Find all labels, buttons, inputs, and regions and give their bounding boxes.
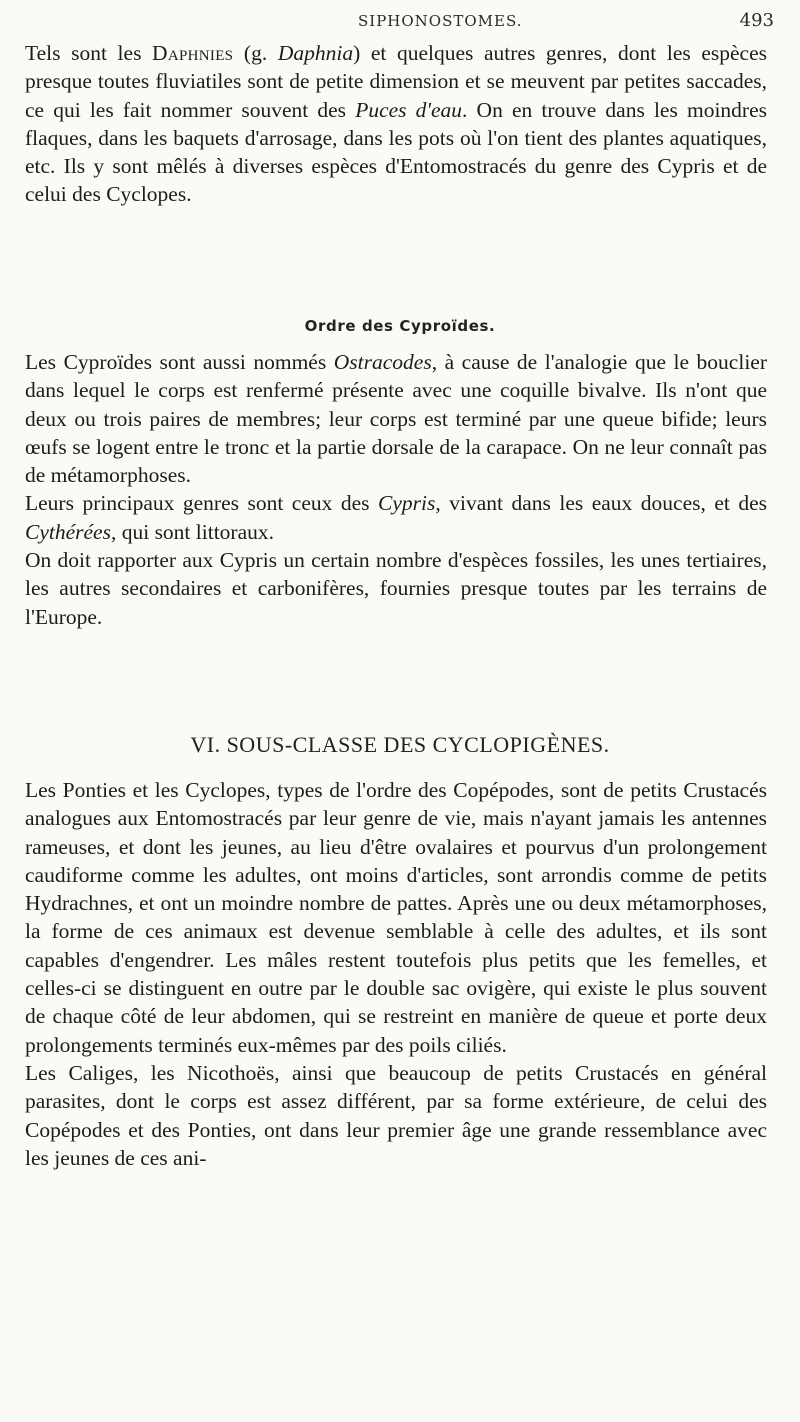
page-number: 493 [739,10,774,31]
cypris-term: Cypris [378,491,436,516]
page-header [0,6,800,36]
para1-rest: . On en trouve dans les moindres flaques, dans les baquets d'arrosage, dans les pots où l'on tient des plantes aquatiques, etc. Ils y sont mêlés à diverses espèces d'Entomostracés du genre des Cypris et de celui des Cyclopes. [25,97,767,207]
cytherees-term: Cythérées [25,519,111,544]
para3-lead: Leurs principaux genres sont ceux des [25,491,379,516]
paragraph-ponties: Les Ponties et les Cyclopes, types de l'ordre des Copépodes, sont de petits Crustacés analogues aux Entomostracés par leur genre de vie, mais n'ayant jamais les antennes rameuses, et dont les jeunes, au lieu d'être ovalaires et pourvus d'un prolongement caudiforme comme les adultes, ont moins d'articles, sont arrondis comme de petits Hydrachnes, et ont un moindre nombre de pattes. Après une ou deux métamorphoses, la forme de ces animaux est devenue semblable à celle des adultes, et ils sont capables d'engendrer. Les mâles restent toutefois plus petits que les femelles, et celles-ci se distinguent en outre par le double sac ovigère, qui existe le plus souvent de chaque côté de leur abdomen, qui se restreint en manière de queue et porte deux prolongements terminés eux-mêmes par des poils ciliés. [25,778,767,1057]
section-heading: VI. SOUS-CLASSE DES CYCLOPIGÈNES. [190,732,610,757]
paragraph-cyproides [25,348,767,489]
para3-rest: , qui sont littoraux. [110,519,275,544]
cyproides-section [25,348,767,631]
running-title: SIPHONOSTOMES. [358,12,523,30]
order-heading: Ordre des Cyproïdes. [304,317,496,335]
cyclopigenes-section [25,776,767,1172]
paragraph-fossiles: On doit rapporter aux Cypris un certain nombre d'espèces fossiles, les unes tertiaires, les autres secondaires et carbonifères, fournies presque toutes par les terrains de l'Europe. [25,548,767,629]
daphnia-term: Daphnia [277,41,354,65]
paragraph-genres [25,489,767,546]
para3-mid: , vivant dans les eaux douces, et des [435,491,768,516]
para2-rest: , à cause de l'analogie que le bouclier dans lequel le corps est renfermé présente avec une coquille bivalve. Ils n'ont que deux ou trois paires de membres; leur corps est terminé par une queue bifide; leurs œufs se logent entre le tronc et la partie dorsale de la carapace. On ne leur connaît pas de métamorphoses. [25,350,767,488]
daphnies-term: Daphnies [152,41,234,65]
para2-lead: Les Cyproïdes sont aussi nommés [25,350,334,374]
paragraph-caliges: Les Caliges, les Nicothoës, ainsi que beaucoup de petits Crustacés en général parasites, dont le corps est assez différent, par sa forme extérieure, de celui des Copépodes et des Ponties, ont dans leur premier âge une grande ressemblance avec les jeunes de ces ani- [25,1060,767,1170]
ostracodes-term: Ostracodes [333,350,432,374]
paragraph-daphnies [25,39,767,209]
para1-lead: Tels sont les [25,41,153,65]
para1-genus-open: (g. [233,41,278,65]
puces-term: Puces d'eau [355,97,463,122]
para1-genus-close: ) et quelques autres genres, dont les espèces presque toutes fluviatiles sont de petite dimension et se meuvent par petites saccades, ce qui les fait nommer souvent des [25,41,767,122]
